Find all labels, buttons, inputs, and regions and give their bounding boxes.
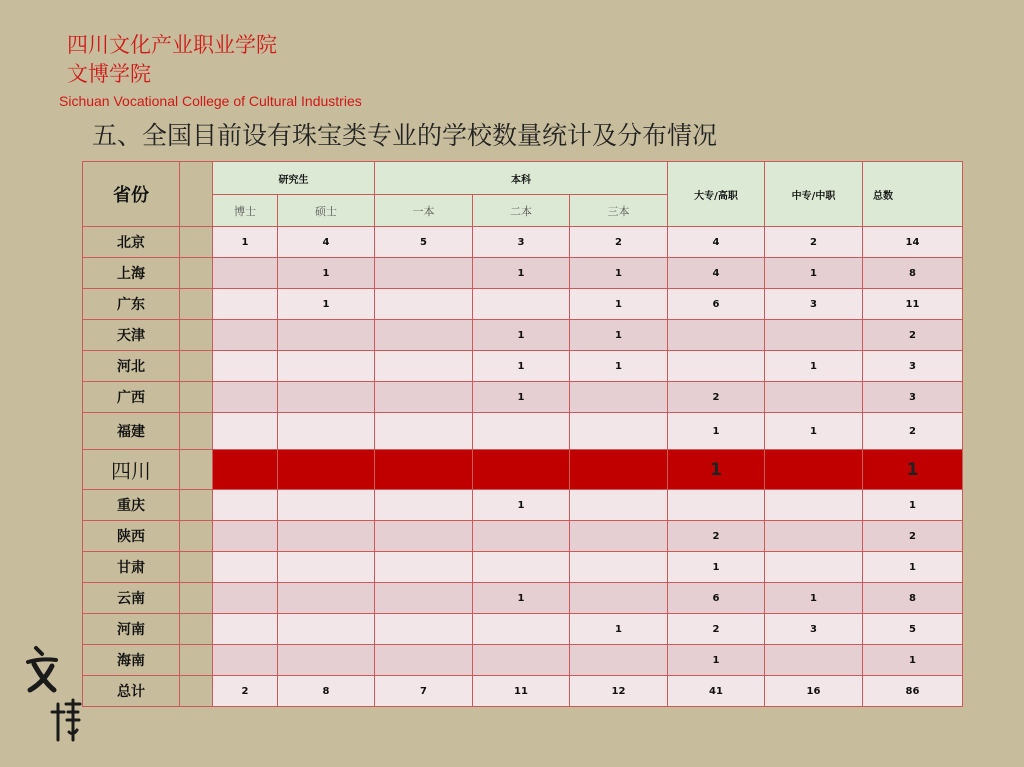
masters-value-cell: 4 — [278, 227, 375, 258]
total-value-cell: 1 — [863, 552, 963, 583]
table-row — [83, 614, 963, 645]
junior-college-value-cell: 2 — [668, 521, 765, 552]
tier1-value-cell — [375, 521, 473, 552]
tier2-value-cell — [473, 413, 570, 450]
table-row — [83, 382, 963, 413]
blank-cell — [180, 490, 213, 521]
secondary-value-cell: 2 — [765, 227, 863, 258]
junior-college-value-cell: 41 — [668, 676, 765, 707]
total-value-cell: 1 — [863, 490, 963, 521]
blank-cell — [180, 351, 213, 382]
phd-value-cell — [213, 645, 278, 676]
province-cell: 云南 — [83, 583, 180, 614]
table-row — [83, 645, 963, 676]
province-cell: 河南 — [83, 614, 180, 645]
province-cell: 重庆 — [83, 490, 180, 521]
table-row — [83, 583, 963, 614]
blank-cell — [180, 413, 213, 450]
tier1-value-cell — [375, 552, 473, 583]
masters-value-cell — [278, 552, 375, 583]
tier1-value-cell — [375, 583, 473, 614]
tier3-value-cell — [570, 645, 668, 676]
table-row — [83, 521, 963, 552]
province-cell: 四川 — [83, 450, 180, 490]
tier2-value-cell: 11 — [473, 676, 570, 707]
header-tier3: 三本 — [570, 195, 668, 227]
table-row — [83, 351, 963, 382]
tier3-value-cell — [570, 490, 668, 521]
masters-value-cell: 1 — [278, 258, 375, 289]
school-statistics-table — [82, 161, 963, 707]
header-total: 总数 — [863, 162, 963, 227]
table-row — [83, 676, 963, 707]
secondary-value-cell: 1 — [765, 413, 863, 450]
tier2-value-cell: 3 — [473, 227, 570, 258]
junior-college-value-cell: 1 — [668, 450, 765, 490]
blank-cell — [180, 320, 213, 351]
secondary-value-cell — [765, 382, 863, 413]
tier3-value-cell: 1 — [570, 351, 668, 382]
header-province: 省份 — [83, 162, 180, 227]
header-junior-college: 大专/高职 — [668, 162, 765, 227]
masters-value-cell — [278, 413, 375, 450]
province-cell: 天津 — [83, 320, 180, 351]
junior-college-value-cell: 1 — [668, 413, 765, 450]
province-cell: 广东 — [83, 289, 180, 320]
phd-value-cell — [213, 583, 278, 614]
header-masters: 硕士 — [278, 195, 375, 227]
table-row — [83, 227, 963, 258]
phd-value-cell — [213, 413, 278, 450]
blank-cell — [180, 583, 213, 614]
header-secondary: 中专/中职 — [765, 162, 863, 227]
blank-cell — [180, 614, 213, 645]
tier3-value-cell: 2 — [570, 227, 668, 258]
phd-value-cell — [213, 552, 278, 583]
total-value-cell: 8 — [863, 583, 963, 614]
junior-college-value-cell — [668, 351, 765, 382]
tier1-value-cell — [375, 413, 473, 450]
table-row — [83, 413, 963, 450]
junior-college-value-cell: 6 — [668, 289, 765, 320]
tier2-value-cell — [473, 552, 570, 583]
junior-college-value-cell: 6 — [668, 583, 765, 614]
blank-cell — [180, 227, 213, 258]
phd-value-cell — [213, 289, 278, 320]
tier2-value-cell: 1 — [473, 320, 570, 351]
total-value-cell: 2 — [863, 521, 963, 552]
tier1-value-cell — [375, 258, 473, 289]
tier2-value-cell — [473, 614, 570, 645]
phd-value-cell — [213, 258, 278, 289]
tier3-value-cell — [570, 583, 668, 614]
junior-college-value-cell — [668, 490, 765, 521]
tier1-value-cell — [375, 450, 473, 490]
tier1-value-cell: 7 — [375, 676, 473, 707]
masters-value-cell — [278, 382, 375, 413]
tier3-value-cell: 1 — [570, 614, 668, 645]
tier2-value-cell: 1 — [473, 258, 570, 289]
tier2-value-cell: 1 — [473, 351, 570, 382]
blank-cell — [180, 258, 213, 289]
table-row — [83, 552, 963, 583]
secondary-value-cell — [765, 552, 863, 583]
tier3-value-cell: 1 — [570, 320, 668, 351]
college-subname-cn: 文博学院 — [67, 62, 151, 86]
total-value-cell: 2 — [863, 320, 963, 351]
province-cell: 上海 — [83, 258, 180, 289]
tier3-value-cell: 1 — [570, 258, 668, 289]
secondary-value-cell: 3 — [765, 289, 863, 320]
masters-value-cell — [278, 351, 375, 382]
tier2-value-cell — [473, 521, 570, 552]
province-cell: 陕西 — [83, 521, 180, 552]
secondary-value-cell — [765, 450, 863, 490]
header-undergrad: 本科 — [375, 162, 668, 195]
total-value-cell: 1 — [863, 645, 963, 676]
junior-college-value-cell: 4 — [668, 227, 765, 258]
masters-value-cell — [278, 490, 375, 521]
tier1-value-cell — [375, 490, 473, 521]
junior-college-value-cell: 1 — [668, 552, 765, 583]
tier1-value-cell — [375, 351, 473, 382]
phd-value-cell: 1 — [213, 227, 278, 258]
table-row — [83, 289, 963, 320]
tier2-value-cell — [473, 289, 570, 320]
tier2-value-cell: 1 — [473, 583, 570, 614]
total-value-cell: 11 — [863, 289, 963, 320]
blank-cell — [180, 645, 213, 676]
phd-value-cell — [213, 521, 278, 552]
slide-title: 五、全国目前设有珠宝类专业的学校数量统计及分布情况 — [92, 121, 718, 150]
blank-cell — [180, 521, 213, 552]
province-cell: 北京 — [83, 227, 180, 258]
masters-value-cell: 8 — [278, 676, 375, 707]
tier3-value-cell — [570, 382, 668, 413]
tier2-value-cell — [473, 645, 570, 676]
header-phd: 博士 — [213, 195, 278, 227]
phd-value-cell — [213, 614, 278, 645]
total-value-cell: 3 — [863, 382, 963, 413]
tier1-value-cell — [375, 289, 473, 320]
secondary-value-cell: 1 — [765, 351, 863, 382]
secondary-value-cell: 3 — [765, 614, 863, 645]
tier2-value-cell — [473, 450, 570, 490]
masters-value-cell — [278, 450, 375, 490]
header-blank-cell — [180, 162, 213, 227]
masters-value-cell — [278, 521, 375, 552]
junior-college-value-cell: 2 — [668, 614, 765, 645]
secondary-value-cell: 1 — [765, 583, 863, 614]
province-cell: 甘肃 — [83, 552, 180, 583]
masters-value-cell — [278, 320, 375, 351]
tier1-value-cell — [375, 614, 473, 645]
secondary-value-cell: 1 — [765, 258, 863, 289]
phd-value-cell — [213, 382, 278, 413]
blank-cell — [180, 450, 213, 490]
header-graduate: 研究生 — [213, 162, 375, 195]
phd-value-cell — [213, 450, 278, 490]
tier1-value-cell — [375, 320, 473, 351]
blank-cell — [180, 289, 213, 320]
tier3-value-cell: 12 — [570, 676, 668, 707]
masters-value-cell — [278, 645, 375, 676]
blank-cell — [180, 552, 213, 583]
province-cell: 广西 — [83, 382, 180, 413]
table-row — [83, 450, 963, 490]
header-tier1: 一本 — [375, 195, 473, 227]
phd-value-cell — [213, 490, 278, 521]
junior-college-value-cell: 2 — [668, 382, 765, 413]
junior-college-value-cell — [668, 320, 765, 351]
total-value-cell: 5 — [863, 614, 963, 645]
masters-value-cell — [278, 614, 375, 645]
phd-value-cell — [213, 351, 278, 382]
secondary-value-cell: 16 — [765, 676, 863, 707]
secondary-value-cell — [765, 645, 863, 676]
province-cell: 海南 — [83, 645, 180, 676]
header-tier2: 二本 — [473, 195, 570, 227]
phd-value-cell: 2 — [213, 676, 278, 707]
masters-value-cell — [278, 583, 375, 614]
province-cell: 河北 — [83, 351, 180, 382]
tier3-value-cell — [570, 521, 668, 552]
province-cell: 总计 — [83, 676, 180, 707]
tier2-value-cell: 1 — [473, 382, 570, 413]
blank-cell — [180, 676, 213, 707]
total-value-cell: 2 — [863, 413, 963, 450]
tier3-value-cell — [570, 552, 668, 583]
blank-cell — [180, 382, 213, 413]
junior-college-value-cell: 4 — [668, 258, 765, 289]
masters-value-cell: 1 — [278, 289, 375, 320]
table-row — [83, 258, 963, 289]
total-value-cell: 3 — [863, 351, 963, 382]
phd-value-cell — [213, 320, 278, 351]
secondary-value-cell — [765, 320, 863, 351]
total-value-cell: 1 — [863, 450, 963, 490]
tier3-value-cell — [570, 413, 668, 450]
wenbo-logo-icon — [22, 640, 88, 750]
total-value-cell: 14 — [863, 227, 963, 258]
secondary-value-cell — [765, 490, 863, 521]
secondary-value-cell — [765, 521, 863, 552]
table-row — [83, 320, 963, 351]
total-value-cell: 8 — [863, 258, 963, 289]
tier1-value-cell — [375, 382, 473, 413]
table-row — [83, 490, 963, 521]
province-cell: 福建 — [83, 413, 180, 450]
tier3-value-cell: 1 — [570, 289, 668, 320]
tier2-value-cell: 1 — [473, 490, 570, 521]
tier1-value-cell — [375, 645, 473, 676]
college-name-cn: 四川文化产业职业学院 — [67, 33, 277, 57]
junior-college-value-cell: 1 — [668, 645, 765, 676]
total-value-cell: 86 — [863, 676, 963, 707]
college-name-en: Sichuan Vocational College of Cultural Industries — [59, 93, 362, 109]
tier3-value-cell — [570, 450, 668, 490]
tier1-value-cell: 5 — [375, 227, 473, 258]
